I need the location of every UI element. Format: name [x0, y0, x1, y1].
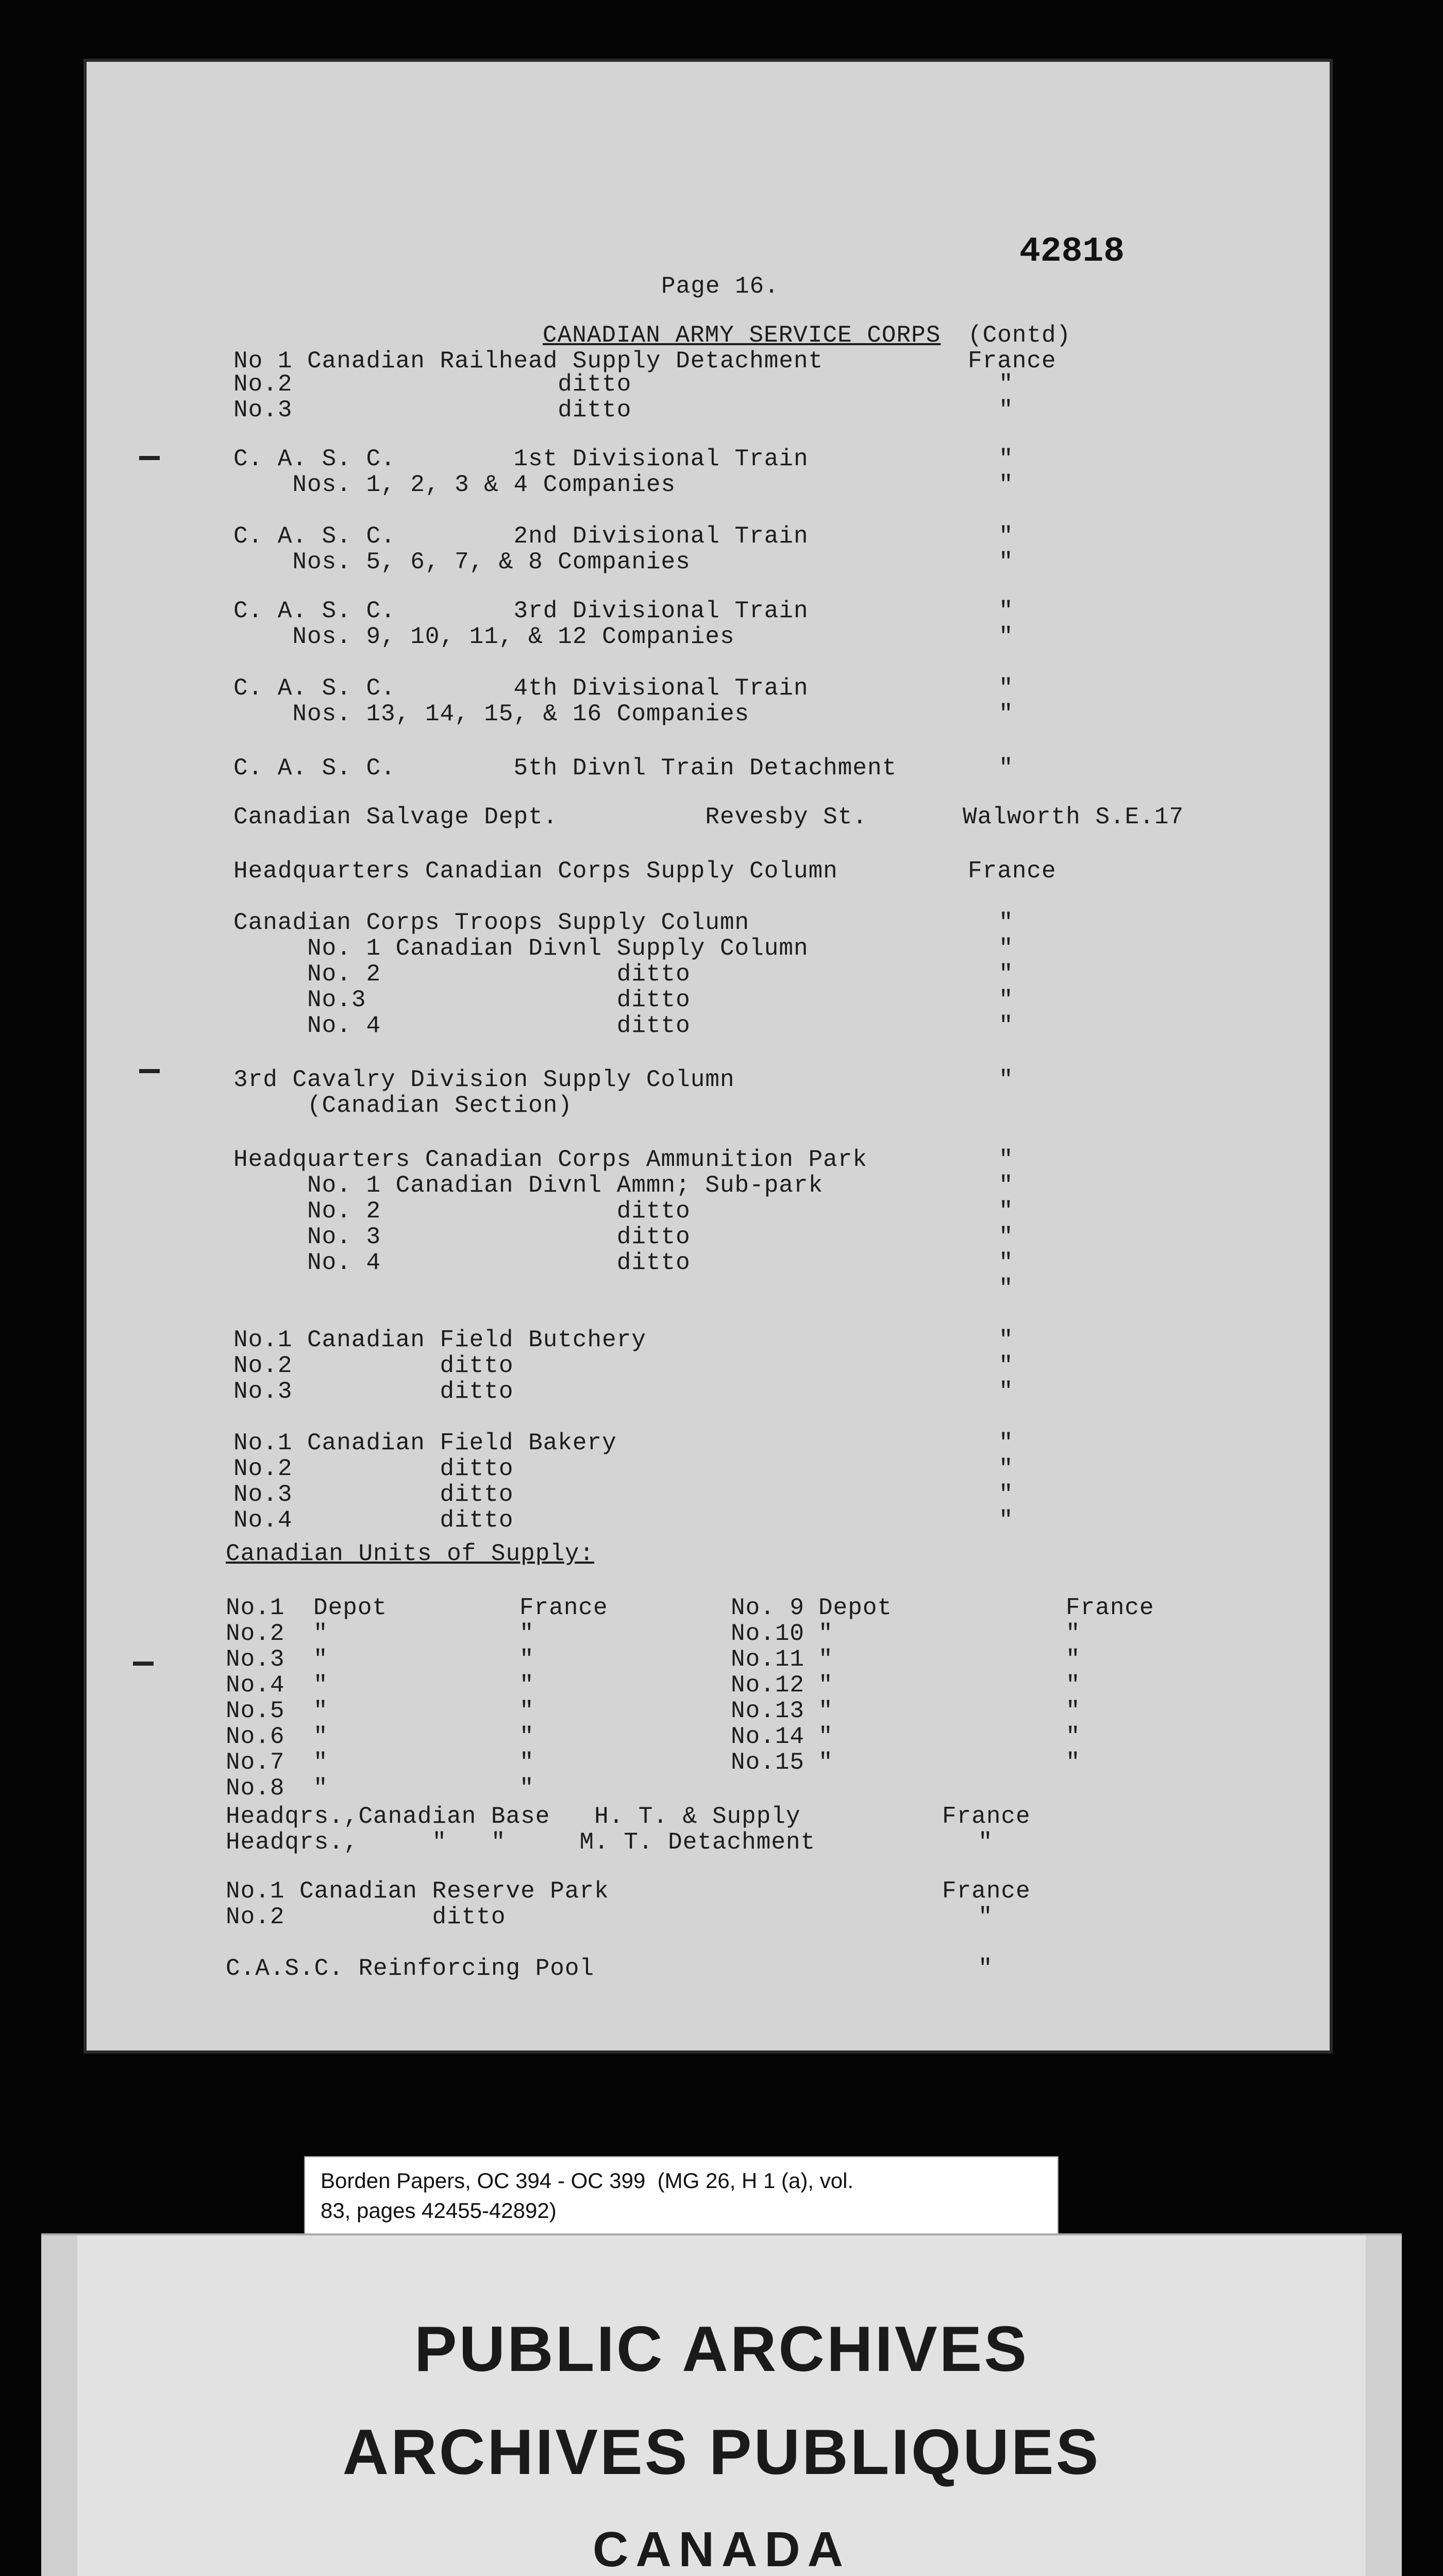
entry-text: No.3 ditto	[233, 397, 632, 423]
entry-location: "	[999, 1430, 1014, 1456]
entry-text: C. A. S. C. 5th Divnl Train Detachment	[233, 755, 897, 782]
entry-location: "	[999, 1275, 1014, 1302]
entry-text: Canadian Salvage Dept. Revesby St.	[233, 804, 867, 831]
entry-text: No.4 ditto	[233, 1507, 514, 1534]
entry-location: "	[999, 1249, 1014, 1276]
entry-text: No. 4 ditto	[233, 1249, 691, 1276]
depot-location: "	[1066, 1698, 1081, 1724]
entry-location: "	[999, 446, 1014, 472]
entry-text: Nos. 13, 14, 15, & 16 Companies	[233, 701, 750, 727]
entry-location: "	[999, 623, 1014, 650]
heading-suffix: (Contd)	[968, 322, 1071, 349]
entry-location: "	[999, 1198, 1014, 1225]
depot-number: No.13	[731, 1698, 805, 1724]
depot-label: "	[818, 1672, 833, 1699]
depot-number: No.3	[226, 1646, 285, 1673]
depot-location: "	[1066, 1672, 1081, 1699]
depot-label: "	[818, 1723, 833, 1750]
tail-entry-location: "	[978, 1829, 993, 1856]
depot-location: "	[519, 1723, 534, 1750]
depot-number: No.4	[226, 1672, 285, 1699]
depot-number: No.15	[731, 1749, 805, 1776]
entry-location: "	[999, 371, 1014, 398]
entry-location: "	[999, 909, 1014, 936]
entry-location: "	[999, 701, 1014, 727]
entry-text: Headquarters Canadian Corps Ammunition Park	[233, 1146, 867, 1173]
document-number: 42818	[1019, 232, 1125, 272]
depot-label: "	[313, 1749, 328, 1776]
tail-entry-text: No.1 Canadian Reserve Park	[226, 1878, 609, 1905]
depot-location: "	[519, 1620, 534, 1647]
entry-text: 3rd Cavalry Division Supply Column	[233, 1066, 735, 1093]
entry-location: France	[968, 348, 1056, 375]
entry-location: "	[999, 1327, 1014, 1353]
archives-card	[41, 2233, 1402, 2576]
depot-label: Depot	[313, 1595, 388, 1621]
entry-text: No. 1 Canadian Divnl Ammn; Sub-park	[233, 1172, 824, 1199]
depot-label: "	[313, 1672, 328, 1699]
entry-text: No.3 ditto	[233, 987, 691, 1013]
entry-text: C. A. S. C. 1st Divisional Train	[233, 446, 809, 472]
depot-label: "	[313, 1620, 328, 1647]
depot-label: "	[313, 1775, 328, 1802]
entry-text: No. 1 Canadian Divnl Supply Column	[233, 935, 809, 962]
entry-location: "	[999, 1507, 1014, 1534]
entry-location: "	[999, 1172, 1014, 1199]
depot-label: "	[818, 1620, 833, 1647]
entry-text: Nos. 1, 2, 3 & 4 Companies	[233, 471, 676, 498]
depot-number: No.6	[226, 1723, 285, 1750]
depot-number: No. 9	[731, 1595, 805, 1621]
depot-number: No.8	[226, 1775, 285, 1802]
margin-mark	[139, 1069, 160, 1073]
tail-entry-location: France	[942, 1878, 1031, 1905]
tail-entry-text: C.A.S.C. Reinforcing Pool	[226, 1955, 595, 1982]
tail-entry-text: No.2 ditto	[226, 1904, 506, 1930]
entry-text: No.1 Canadian Field Bakery	[233, 1430, 617, 1456]
entry-text: No. 4 ditto	[233, 1012, 691, 1039]
depot-number: No.7	[226, 1749, 285, 1776]
depot-number: No.12	[731, 1672, 805, 1699]
entry-text: No.3 ditto	[233, 1378, 514, 1405]
entry-location: "	[999, 675, 1014, 702]
archives-line-1: PUBLIC ARCHIVES	[414, 2314, 1029, 2385]
depot-number: No.14	[731, 1723, 805, 1750]
archives-line-3: CANADA	[593, 2522, 850, 2576]
entry-location: Walworth S.E.17	[963, 804, 1184, 831]
entry-location: "	[999, 471, 1014, 498]
depot-number: No.1	[226, 1595, 285, 1621]
entry-location: "	[999, 1455, 1014, 1482]
depot-label: "	[818, 1749, 833, 1776]
depot-location: "	[1066, 1749, 1081, 1776]
entry-location: "	[999, 1012, 1014, 1039]
entry-location: "	[999, 987, 1014, 1013]
depot-number: No.5	[226, 1698, 285, 1724]
entry-text: No 1 Canadian Railhead Supply Detachment	[233, 348, 824, 375]
depot-location: "	[1066, 1646, 1081, 1673]
entry-text: No. 3 ditto	[233, 1224, 691, 1250]
entry-location: "	[999, 598, 1014, 624]
tail-entry-location: "	[978, 1955, 993, 1982]
depot-number: No.2	[226, 1620, 285, 1647]
depot-label: "	[313, 1698, 328, 1724]
heading-title: CANADIAN ARMY SERVICE CORPS	[543, 322, 941, 349]
entry-text: No. 2 ditto	[233, 961, 691, 988]
entry-text: No.2 ditto	[233, 1352, 514, 1379]
depot-location: France	[1066, 1595, 1154, 1621]
depot-location: "	[1066, 1723, 1081, 1750]
page-label: Page 16.	[661, 273, 779, 300]
depot-label: "	[818, 1698, 833, 1724]
tail-entry-text: Headqrs.,Canadian Base H. T. & Supply	[226, 1803, 801, 1830]
depot-location: "	[519, 1775, 534, 1802]
margin-mark	[139, 456, 160, 460]
citation-line-2: 83, pages 42455-42892)	[321, 2198, 557, 2223]
entry-location: France	[968, 858, 1056, 885]
depot-label: Depot	[818, 1595, 893, 1621]
depot-location: "	[519, 1749, 534, 1776]
entry-text: No.3 ditto	[233, 1481, 514, 1508]
depot-number: No.11	[731, 1646, 805, 1673]
entry-location: "	[999, 523, 1014, 550]
document-page	[87, 62, 1330, 2050]
citation-label	[304, 2156, 1059, 2235]
entry-text: Canadian Corps Troops Supply Column	[233, 909, 750, 936]
entry-text: No. 2 ditto	[233, 1198, 691, 1225]
entry-text: No.2 ditto	[233, 1455, 514, 1482]
margin-mark	[133, 1662, 154, 1666]
entry-location: "	[999, 549, 1014, 575]
entry-text: Headquarters Canadian Corps Supply Column	[233, 858, 838, 885]
depot-label: "	[313, 1646, 328, 1673]
tail-entry-text: Headqrs., " " M. T. Detachment	[226, 1829, 816, 1856]
entry-location: "	[999, 961, 1014, 988]
entry-location: "	[999, 755, 1014, 782]
citation-line-1: Borden Papers, OC 394 - OC 399 (MG 26, H 1 (a), vol.	[321, 2168, 854, 2193]
entry-text: C. A. S. C. 2nd Divisional Train	[233, 523, 809, 550]
entry-text: C. A. S. C. 4th Divisional Train	[233, 675, 809, 702]
entry-location: "	[999, 1352, 1014, 1379]
entry-location: "	[999, 1066, 1014, 1093]
archives-line-2: ARCHIVES PUBLIQUES	[342, 2417, 1101, 2488]
depot-location: "	[519, 1646, 534, 1673]
tail-entry-location: "	[978, 1904, 993, 1930]
entry-location: "	[999, 1481, 1014, 1508]
entry-text: C. A. S. C. 3rd Divisional Train	[233, 598, 809, 624]
units-heading: Canadian Units of Supply:	[226, 1540, 595, 1567]
tail-entry-location: France	[942, 1803, 1031, 1830]
entry-text: Nos. 5, 6, 7, & 8 Companies	[233, 549, 691, 575]
entry-location: "	[999, 1146, 1014, 1173]
entry-location: "	[999, 397, 1014, 423]
entry-text: (Canadian Section)	[233, 1092, 573, 1119]
entry-text: No.1 Canadian Field Butchery	[233, 1327, 646, 1353]
depot-number: No.10	[731, 1620, 805, 1647]
depot-location: "	[519, 1672, 534, 1699]
depot-location: France	[519, 1595, 608, 1621]
depot-label: "	[818, 1646, 833, 1673]
depot-label: "	[313, 1723, 328, 1750]
entry-location: "	[999, 1224, 1014, 1250]
entry-location: "	[999, 1378, 1014, 1405]
entry-location: "	[999, 935, 1014, 962]
entry-text: No.2 ditto	[233, 371, 632, 398]
depot-location: "	[1066, 1620, 1081, 1647]
entry-text: Nos. 9, 10, 11, & 12 Companies	[233, 623, 735, 650]
depot-location: "	[519, 1698, 534, 1724]
